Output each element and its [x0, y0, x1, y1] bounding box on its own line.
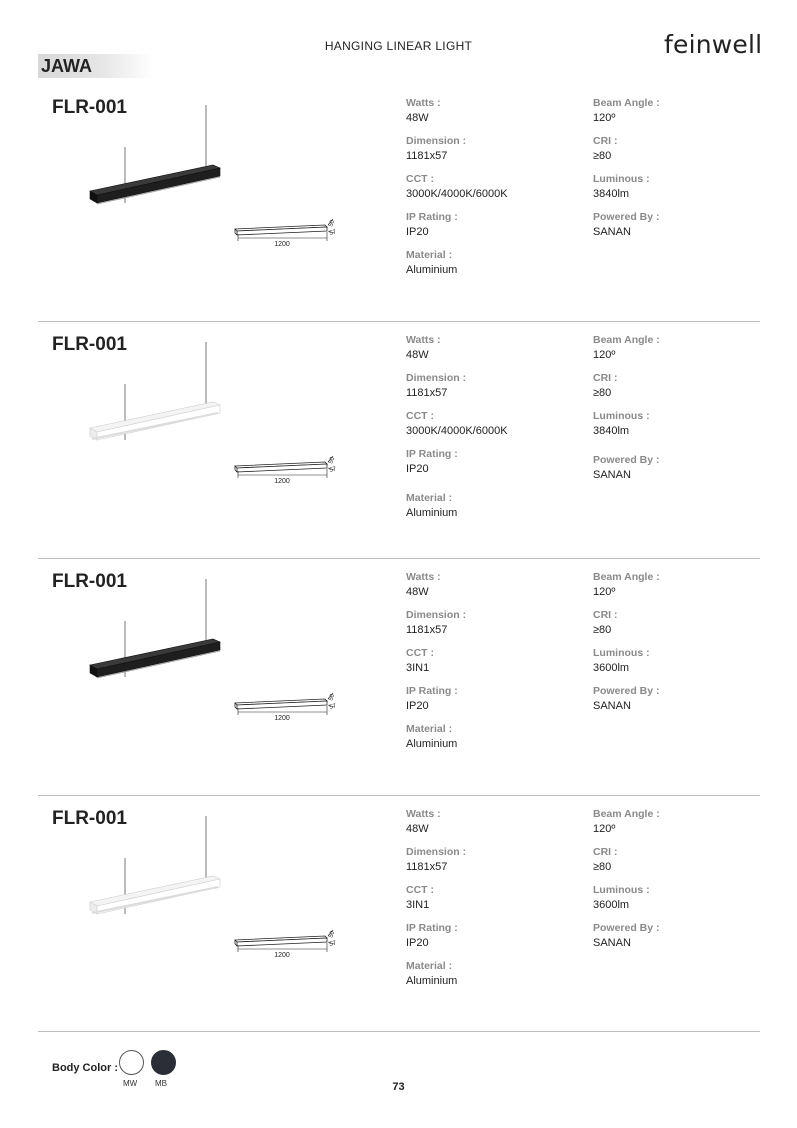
spec-value: SANAN — [593, 937, 631, 949]
spec-label: Luminous : — [593, 173, 650, 185]
spec-value: ≥80 — [593, 624, 612, 636]
spec-value: 48W — [406, 112, 429, 124]
dimension-height: 50 — [328, 930, 337, 939]
spec-value: 120º — [593, 586, 616, 598]
spec-label: Beam Angle : — [593, 334, 660, 346]
dimension-width: 57 — [328, 940, 337, 948]
product-section — [0, 334, 797, 571]
spec-value: SANAN — [593, 226, 631, 238]
series-name: JAWA — [41, 56, 93, 76]
dimension-drawing — [230, 454, 340, 494]
body-color-label: Body Color : — [52, 1062, 118, 1074]
spec-value: ≥80 — [593, 387, 612, 399]
section-divider — [38, 558, 760, 559]
spec-value: 1181x57 — [406, 387, 448, 399]
spec-value: 1181x57 — [406, 624, 448, 636]
spec-value: IP20 — [406, 937, 429, 949]
spec-label: Powered By : — [593, 685, 660, 697]
spec-label: Luminous : — [593, 884, 650, 896]
spec-label: Powered By : — [593, 211, 660, 223]
spec-value: Aluminium — [406, 975, 458, 987]
spec-value: Aluminium — [406, 264, 458, 276]
spec-value: IP20 — [406, 700, 429, 712]
spec-value: 1181x57 — [406, 861, 448, 873]
spec-value: 3600lm — [593, 662, 630, 674]
spec-value: 48W — [406, 586, 429, 598]
section-divider — [38, 321, 760, 322]
section-divider — [38, 795, 760, 796]
lamp-illustration — [80, 105, 230, 235]
product-section — [0, 571, 797, 808]
spec-value: 3IN1 — [406, 899, 430, 911]
spec-value: IP20 — [406, 463, 429, 475]
spec-label: CRI : — [593, 372, 618, 384]
spec-label: CCT : — [406, 884, 434, 896]
spec-label: CCT : — [406, 647, 434, 659]
spec-label: Dimension : — [406, 846, 467, 858]
spec-label: Watts : — [406, 571, 441, 583]
spec-label: Dimension : — [406, 372, 467, 384]
spec-label: Dimension : — [406, 609, 467, 621]
color-code-mb: MB — [155, 1079, 167, 1088]
spec-label: CRI : — [593, 846, 618, 858]
spec-label: CRI : — [593, 135, 618, 147]
spec-value: ≥80 — [593, 150, 612, 162]
model-name: FLR-001 — [52, 334, 127, 355]
dimension-drawing — [230, 691, 340, 731]
dimension-length: 1200 — [274, 715, 290, 722]
spec-value: IP20 — [406, 226, 429, 238]
spec-label: CRI : — [593, 609, 618, 621]
spec-label: Powered By : — [593, 922, 660, 934]
brand-logo: feinwell — [664, 30, 763, 59]
series-banner — [38, 54, 154, 78]
lamp-illustration — [80, 816, 230, 946]
spec-label: Luminous : — [593, 410, 650, 422]
dimension-length: 1200 — [274, 241, 290, 248]
dimension-drawing — [230, 217, 340, 257]
spec-label: IP Rating : — [406, 922, 458, 934]
spec-label: Material : — [406, 492, 453, 504]
dimension-height: 50 — [328, 219, 337, 228]
dimension-width: 57 — [328, 229, 337, 237]
spec-label: Watts : — [406, 334, 441, 346]
footer-divider — [38, 1031, 760, 1032]
spec-value: SANAN — [593, 469, 631, 481]
spec-value: ≥80 — [593, 861, 612, 873]
spec-label: Beam Angle : — [593, 808, 660, 820]
spec-label: Beam Angle : — [593, 97, 660, 109]
document-title: HANGING LINEAR LIGHT — [324, 39, 473, 53]
product-section — [0, 97, 797, 334]
spec-value: 120º — [593, 349, 616, 361]
spec-label: Material : — [406, 249, 453, 261]
dimension-width: 57 — [328, 703, 337, 711]
spec-label: Watts : — [406, 97, 441, 109]
spec-value: 1181x57 — [406, 150, 448, 162]
dimension-height: 50 — [328, 456, 337, 465]
model-name: FLR-001 — [52, 97, 127, 118]
spec-value: Aluminium — [406, 507, 458, 519]
model-name: FLR-001 — [52, 808, 127, 829]
spec-value: SANAN — [593, 700, 631, 712]
spec-value: 3600lm — [593, 899, 630, 911]
spec-label: Material : — [406, 723, 453, 735]
color-swatch-mb — [151, 1050, 176, 1075]
spec-value: 120º — [593, 823, 616, 835]
spec-label: Luminous : — [593, 647, 650, 659]
page-number: 73 — [392, 1081, 405, 1093]
spec-label: IP Rating : — [406, 211, 458, 223]
spec-label: Material : — [406, 960, 453, 972]
lamp-illustration — [80, 342, 230, 472]
lamp-illustration — [80, 579, 230, 709]
dimension-drawing — [230, 928, 340, 968]
dimension-height: 50 — [328, 693, 337, 702]
spec-value: 48W — [406, 349, 429, 361]
spec-value: 3IN1 — [406, 662, 430, 674]
product-section — [0, 808, 797, 1045]
spec-label: CCT : — [406, 173, 434, 185]
spec-value: 3000K/4000K/6000K — [406, 188, 508, 200]
spec-value: 3840lm — [593, 425, 630, 437]
spec-value: 120º — [593, 112, 616, 124]
spec-label: Watts : — [406, 808, 441, 820]
spec-value: Aluminium — [406, 738, 458, 750]
spec-label: CCT : — [406, 410, 434, 422]
dimension-length: 1200 — [274, 952, 290, 959]
dimension-length: 1200 — [274, 478, 290, 485]
spec-label: Powered By : — [593, 454, 660, 466]
color-code-mw: MW — [123, 1079, 138, 1088]
spec-value: 48W — [406, 823, 429, 835]
spec-label: Beam Angle : — [593, 571, 660, 583]
spec-label: IP Rating : — [406, 685, 458, 697]
spec-label: IP Rating : — [406, 448, 458, 460]
spec-value: 3840lm — [593, 188, 630, 200]
dimension-width: 57 — [328, 466, 337, 474]
color-swatch-mw — [119, 1050, 144, 1075]
spec-label: Dimension : — [406, 135, 467, 147]
model-name: FLR-001 — [52, 571, 127, 592]
spec-value: 3000K/4000K/6000K — [406, 425, 508, 437]
